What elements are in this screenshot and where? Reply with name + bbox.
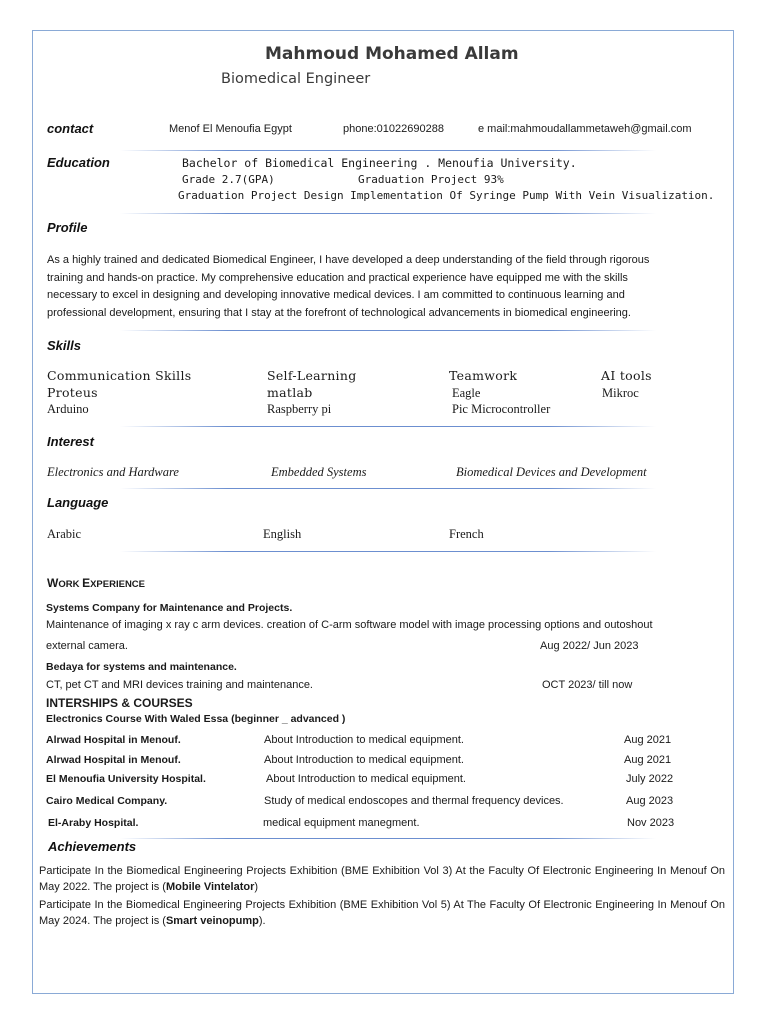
interest-heading: Interest [47,434,94,449]
interest-item: Embedded Systems [271,465,367,479]
education-project: Graduation Project Design Implementation Of Syringe Pump With Vein Visualization. [178,189,715,202]
profile-line: professional development, ensuring that I stay at the forefront of technological advancements in biomedical engineering. [47,306,631,319]
education-degree: Bachelor of Biomedical Engineering . Menoufia University. [182,156,577,170]
skill-item: Pic Microcontroller [452,402,551,416]
section-divider [120,213,656,214]
internship-place: El-Araby Hospital. [48,817,139,829]
internship-place: Cairo Medical Company. [46,795,168,807]
contact-email: e mail:mahmoudallammetaweh@gmail.com [478,123,692,135]
job-description: Maintenance of imaging x ray c arm devices. creation of C-arm software model with image processing options and outoshout [46,619,653,631]
work-heading: WORK EXPERIENCE [47,576,145,590]
skill-item: Raspberry pi [267,402,332,416]
skills-heading: Skills [47,338,81,353]
skill-item: Communication Skills [47,368,192,383]
section-divider [120,150,656,151]
language-heading: Language [47,495,109,510]
section-divider [120,488,656,489]
job-company: Systems Company for Maintenance and Projects. [46,602,293,614]
skill-item: matlab [267,385,313,400]
skill-item: Mikroc [602,386,639,400]
language-item: English [263,527,302,541]
internship-date: Aug 2021 [624,734,672,746]
internship-date: July 2022 [626,773,674,785]
profile-line: necessary to excel in designing and developing innovative medical devices. I am committed to continuous learning and [47,289,625,301]
internship-description: medical equipment manegment. [263,817,420,829]
achievement-item: Participate In the Biomedical Engineering Projects Exhibition (BME Exhibition Vol 5) At The Faculty Of Electronic Engineering In Menouf On May 2024. The project is (Smart veinopump). [39,899,725,927]
achievement-item: Participate In the Biomedical Engineering Projects Exhibition (BME Exhibition Vol 3) At the Faculty Of Electronic Engineering In Menouf On May 2022. The project is (Mobile Vintelator) [39,865,725,893]
internship-description: Study of medical endoscopes and thermal frequency devices. [264,795,564,807]
internship-description: About Introduction to medical equipment. [266,773,466,785]
skill-item: Teamwork [449,368,518,383]
job-description: CT, pet CT and MRI devices training and maintenance. [46,679,313,691]
contact-heading: contact [47,121,94,136]
skill-item: Arduino [47,402,89,416]
section-divider [120,426,656,427]
internships-heading: INTERSHIPS & COURSES [46,696,193,710]
section-divider [120,330,656,331]
profile-text [47,252,707,322]
education-grade: Grade 2.7(GPA) [182,173,275,186]
section-divider [120,551,656,552]
internship-date: Nov 2023 [627,817,675,829]
internship-date: Aug 2023 [626,795,674,807]
profile-heading: Profile [47,220,88,235]
education-heading: Education [47,155,110,170]
candidate-name: Mahmoud Mohamed Allam [265,44,519,64]
interest-item: Biomedical Devices and Development [456,465,647,479]
job-date: OCT 2023/ till now [542,679,633,691]
profile-line: As a highly trained and dedicated Biomedical Engineer, I have developed a deep understanding of the field through rigorous [47,254,650,266]
achievements-heading: Achievements [48,839,137,854]
job-description: external camera. [46,640,128,652]
skill-item: Self-Learning [267,368,357,383]
internship-place: Alrwad Hospital in Menouf. [46,754,181,766]
profile-line: training and hands-on practice. My comprehensive education and practical experience have equipped me with the skills [47,271,628,284]
job-title: Biomedical Engineer [221,71,371,87]
job-date: Aug 2022/ Jun 2023 [540,640,639,652]
internship-description: About Introduction to medical equipment. [264,734,464,746]
internship-date: Aug 2021 [624,754,672,766]
skill-item: Proteus [47,385,98,400]
internship-place: Alrwad Hospital in Menouf. [46,734,181,746]
skill-item: Eagle [452,386,481,400]
interest-item: Electronics and Hardware [47,465,179,479]
contact-phone: phone:01022690288 [343,123,444,135]
skill-item: AI tools [601,368,652,383]
language-item: Arabic [47,527,82,541]
section-divider [120,838,656,839]
internship-description: About Introduction to medical equipment. [264,754,464,766]
internship-place: El Menoufia University Hospital. [46,773,206,785]
education-project-grade: Graduation Project 93% [358,173,504,186]
job-company: Bedaya for systems and maintenance. [46,661,237,673]
language-item: French [449,527,484,541]
course-item: Electronics Course With Waled Essa (beginner _ advanced ) [46,713,346,725]
contact-address: Menof El Menoufia Egypt [169,123,292,135]
